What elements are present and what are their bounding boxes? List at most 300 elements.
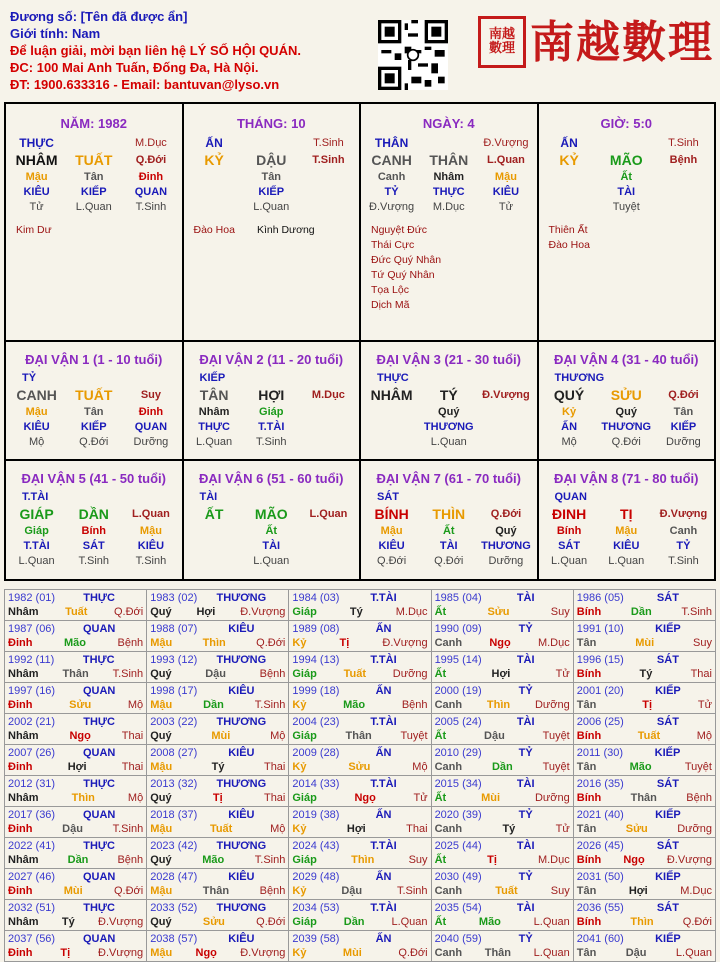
year-phase: Tử <box>413 792 428 804</box>
pillar-hidden-value <box>186 170 243 185</box>
dai-van-hidden-line <box>541 539 713 554</box>
year-cell <box>147 776 289 807</box>
pillar-hidden-value <box>541 185 598 200</box>
dai-van-hidden-value <box>300 435 357 450</box>
dai-van-hidden-line <box>186 405 358 420</box>
year-chi: Hợi <box>196 606 216 618</box>
year-star: QUAN <box>82 933 116 945</box>
pillar-hidden-value: KIẾP <box>258 186 285 198</box>
pillar-hidden-value: T.Sinh <box>135 201 167 213</box>
year-star: ẤN <box>375 871 392 883</box>
year-top <box>292 932 427 946</box>
pillar-hidden-value: Đinh <box>138 171 164 183</box>
year-cell <box>289 714 431 745</box>
dai-van-hidden-line <box>186 435 358 450</box>
dai-van-hidden-line <box>8 554 180 569</box>
year-chi: Dậu <box>484 730 505 742</box>
dai-van-canchi <box>363 386 535 405</box>
year-bottom <box>8 915 143 929</box>
year-top <box>8 684 143 698</box>
year-cell <box>289 838 431 869</box>
year-bottom <box>292 853 427 867</box>
year-cell <box>573 714 715 745</box>
year-bottom <box>8 822 143 836</box>
year-can: Canh <box>434 761 463 773</box>
year-label: 1994 (13) <box>292 654 340 666</box>
shensha-item: Đào Hoa <box>548 239 590 251</box>
year-phase: Tuyệt <box>684 761 712 773</box>
year-bottom <box>150 760 285 774</box>
year-can: Ất <box>434 730 447 742</box>
year-phase: Mộ <box>127 699 144 711</box>
pillar-chi: TUẤT <box>75 152 113 168</box>
year-phase: L.Quan <box>391 916 428 928</box>
year-chi: Sửu <box>348 761 371 773</box>
year-chi: Thìn <box>71 792 95 804</box>
dai-van-title: ĐẠI VẬN 8 (71 - 80 tuổi) <box>554 471 699 486</box>
dai-van-title: ĐẠI VẬN 1 (1 - 10 tuổi) <box>25 352 163 367</box>
year-bottom <box>577 946 712 960</box>
year-star: THỰC <box>83 716 115 728</box>
dai-van-cell <box>184 461 362 579</box>
year-bottom <box>292 915 427 929</box>
year-can: Đinh <box>8 885 33 897</box>
dai-van-hidden-value <box>186 539 243 554</box>
year-bottom <box>577 884 712 898</box>
year-cell <box>573 931 715 962</box>
pillar-shensha <box>186 223 358 238</box>
year-top <box>8 932 143 946</box>
pillar-hidden-value <box>300 170 357 185</box>
year-can: Bính <box>576 916 602 928</box>
year-chi: Thìn <box>202 637 226 649</box>
year-label: 2038 (57) <box>150 933 198 945</box>
year-label: 1982 (01) <box>8 592 56 604</box>
year-chi: Tý <box>61 916 75 928</box>
year-star: TÀI <box>516 778 535 790</box>
dai-van-hidden-value: Ất <box>265 525 278 537</box>
year-bottom <box>577 915 712 929</box>
year-bottom <box>8 853 143 867</box>
year-cell <box>147 745 289 776</box>
dai-van-can: NHÂM <box>370 387 413 403</box>
dai-van-hidden-value: SÁT <box>82 540 105 552</box>
year-chi: Dậu <box>205 668 227 680</box>
year-star: QUAN <box>82 685 116 697</box>
year-star: TÀI <box>516 902 535 914</box>
year-label: 1996 (15) <box>576 654 624 666</box>
year-chi: Tuất <box>637 730 661 742</box>
year-label: 2033 (52) <box>150 902 198 914</box>
year-star: KIẾP <box>655 871 681 883</box>
pillar-blank <box>243 136 300 151</box>
year-bottom <box>292 636 427 650</box>
year-phase: Mộ <box>412 761 428 773</box>
dai-van-chi: TUẤT <box>75 387 113 403</box>
year-cell <box>289 900 431 931</box>
dai-van-relation: Q.Đới <box>490 508 522 520</box>
pillar-phase: Đ.Vượng <box>483 137 529 149</box>
year-phase: Dưỡng <box>677 823 712 835</box>
pillar-cell <box>184 104 362 340</box>
dai-van-canchi <box>541 386 713 405</box>
year-label: 2030 (49) <box>434 871 482 883</box>
pillar-shensha-row <box>194 223 358 238</box>
year-chi: Mùi <box>635 637 655 649</box>
dai-van-hidden-line <box>541 524 713 539</box>
pillar-main-star: ẤN <box>205 136 223 150</box>
year-cell <box>431 869 573 900</box>
owner-label: Đương số: <box>10 9 81 24</box>
dai-van-hidden-value: Canh <box>669 525 698 537</box>
pillar-title: NGÀY: 4 <box>422 116 475 131</box>
year-can: Tân <box>576 885 597 897</box>
dai-van-relation: L.Quan <box>309 508 348 520</box>
dai-van-relation: Đ.Vượng <box>482 389 530 401</box>
year-label: 2023 (42) <box>150 840 198 852</box>
year-top <box>292 684 427 698</box>
year-star: THƯƠNG <box>216 716 267 728</box>
year-star: KIÊU <box>228 747 255 759</box>
year-top <box>577 684 712 698</box>
year-star: THỰC <box>83 778 115 790</box>
pillar-hidden-value: Mậu <box>494 171 517 183</box>
year-label: 2006 (25) <box>576 716 624 728</box>
logo-text: 南越數理 <box>530 17 714 68</box>
year-cell <box>5 683 147 714</box>
year-chi: Thân <box>630 792 657 804</box>
pillar-shensha <box>541 223 713 253</box>
year-label: 1989 (08) <box>292 623 340 635</box>
year-top <box>8 622 143 636</box>
year-top <box>435 870 570 884</box>
dai-van-hidden-line <box>8 420 180 435</box>
dai-van-star-line <box>363 490 535 505</box>
dai-van-star-line <box>541 490 713 505</box>
year-top <box>8 746 143 760</box>
pillar-blank <box>65 136 122 151</box>
pillar-hidden-value <box>186 200 243 215</box>
year-cell <box>147 652 289 683</box>
dai-van-hidden-value <box>300 524 357 539</box>
dai-van-hidden-value <box>363 405 420 420</box>
pillar-hidden-line <box>186 200 358 215</box>
year-chi: Tị <box>487 854 497 866</box>
dai-van-hidden-line <box>541 405 713 420</box>
year-can: Đinh <box>8 947 33 959</box>
year-top <box>150 715 285 729</box>
year-can: Đinh <box>8 761 33 773</box>
year-chi: Mùi <box>211 730 231 742</box>
dai-van-hidden-line <box>186 524 358 539</box>
year-phase: Bệnh <box>117 637 144 649</box>
dai-van-hidden-line <box>8 405 180 420</box>
year-phase: M.Dục <box>537 637 570 649</box>
year-phase: Tuyệt <box>542 730 570 742</box>
year-star: THỰC <box>83 902 115 914</box>
year-label: 2035 (54) <box>434 902 482 914</box>
year-top <box>577 777 712 791</box>
year-phase: Bệnh <box>686 792 712 804</box>
year-star: T.TÀI <box>370 902 397 914</box>
pillar-hidden-value <box>541 170 598 185</box>
year-chi: Dậu <box>625 947 647 959</box>
year-bottom <box>292 791 427 805</box>
year-can: Nhâm <box>8 730 39 742</box>
year-cell <box>289 776 431 807</box>
pillar-hidden-value: Canh <box>377 171 406 183</box>
year-can: Ất <box>434 792 447 804</box>
year-top <box>577 746 712 760</box>
dai-van-chi: TÝ <box>439 387 458 403</box>
year-star: T.TÀI <box>370 716 397 728</box>
year-top <box>292 808 427 822</box>
dai-van-star-line <box>186 490 358 505</box>
year-bottom <box>8 698 143 712</box>
year-cell <box>289 652 431 683</box>
year-chi: Thân <box>202 885 230 897</box>
dai-van-star: KIẾP <box>199 372 226 384</box>
pillar-phase: T.Sinh <box>313 137 344 149</box>
pillar-hidden-value: Tử <box>498 201 513 213</box>
brand-seal <box>478 16 526 68</box>
year-label: 1997 (16) <box>8 685 56 697</box>
year-can: Kỷ <box>292 947 307 959</box>
shensha-item: Dịch Mã <box>371 299 410 311</box>
year-top <box>150 839 285 853</box>
year-label: 1986 (05) <box>576 592 624 604</box>
dai-van-hidden-value: Tân <box>83 406 104 418</box>
year-top <box>435 777 570 791</box>
year-label: 2020 (39) <box>434 809 482 821</box>
year-can: Tân <box>576 637 597 649</box>
year-phase: Dưỡng <box>534 792 570 804</box>
year-phase: Đ.Vượng <box>240 947 286 959</box>
year-bottom <box>292 822 427 836</box>
year-phase: Đ.Vượng <box>382 637 428 649</box>
year-bottom <box>150 698 285 712</box>
dai-van-hidden-value: Mậu <box>615 525 638 537</box>
pillar-stars-line <box>541 136 713 151</box>
year-top <box>577 932 712 946</box>
year-label: 2004 (23) <box>292 716 340 728</box>
year-top <box>435 622 570 636</box>
year-can: Canh <box>434 637 463 649</box>
year-bottom <box>577 698 712 712</box>
year-top <box>435 839 570 853</box>
shensha-item: Đào Hoa <box>193 224 235 236</box>
year-star: KIẾP <box>655 685 681 697</box>
year-top <box>292 622 427 636</box>
year-phase: Mộ <box>127 792 144 804</box>
year-chi: Mùi <box>342 947 362 959</box>
year-can: Kỷ <box>292 885 307 897</box>
year-cell <box>289 931 431 962</box>
year-label: 2021 (40) <box>576 809 624 821</box>
year-star: ẤN <box>375 809 392 821</box>
year-bottom <box>150 791 285 805</box>
year-star: KIẾP <box>655 623 681 635</box>
year-star: SÁT <box>656 716 679 728</box>
year-top <box>150 653 285 667</box>
pillar-main-star: THỰC <box>19 136 54 150</box>
year-chi: Thìn <box>630 916 654 928</box>
year-bottom <box>292 729 427 743</box>
year-star: TÀI <box>516 716 535 728</box>
pillar-hidden-value <box>541 200 598 215</box>
year-cell <box>431 931 573 962</box>
year-phase: T.Sinh <box>254 854 286 866</box>
dai-van-cell <box>6 461 184 579</box>
shensha-item: Tọa Lộc <box>371 284 409 296</box>
year-chi: Tị <box>212 792 223 804</box>
year-label: 2003 (22) <box>150 716 198 728</box>
year-chi: Mão <box>63 637 86 649</box>
year-top <box>8 901 143 915</box>
year-bottom <box>292 946 427 960</box>
dai-van-canchi <box>8 505 180 524</box>
year-can: Đinh <box>8 637 33 649</box>
year-top <box>577 715 712 729</box>
dai-van-star: THỰC <box>377 372 409 384</box>
year-star: SÁT <box>656 778 679 790</box>
dai-van-hidden-value: Kỷ <box>562 406 577 418</box>
year-cell <box>431 900 573 931</box>
dai-van-hidden-line <box>186 539 358 554</box>
dai-van-hidden-value: Giáp <box>24 525 49 537</box>
year-phase: Q.Đới <box>398 947 428 959</box>
year-bottom <box>577 760 712 774</box>
year-star: THƯƠNG <box>216 778 267 790</box>
dai-van-hidden-value: KIÊU <box>378 540 405 552</box>
shensha-item: Thiên Ất <box>548 224 588 236</box>
year-bottom <box>435 729 570 743</box>
year-bottom <box>292 760 427 774</box>
year-star: T.TÀI <box>370 778 397 790</box>
dai-van-hidden-value: Quý <box>438 406 460 418</box>
year-cell <box>147 621 289 652</box>
year-can: Giáp <box>292 606 317 618</box>
year-bottom <box>435 791 570 805</box>
year-can: Canh <box>434 885 463 897</box>
dai-van-hidden-value: Dưỡng <box>488 555 524 567</box>
dai-van-hidden-line <box>363 405 535 420</box>
pillar-hidden-value: KIÊU <box>492 186 520 198</box>
year-star: TỶ <box>518 747 533 759</box>
dai-van-hidden-value: Quý <box>615 406 637 418</box>
year-cell <box>431 776 573 807</box>
brand-logo <box>530 6 714 70</box>
year-bottom <box>8 729 143 743</box>
pillar-chi: DẬU <box>256 152 287 168</box>
year-chi: Tị <box>339 637 350 649</box>
year-bottom <box>577 791 712 805</box>
year-star: ẤN <box>375 623 392 635</box>
dai-van-row-2 <box>6 461 714 579</box>
dai-van-hidden-value: KIÊU <box>23 421 50 433</box>
year-cell <box>5 652 147 683</box>
annual-table <box>4 589 716 962</box>
dai-van-hidden-value: T.Sinh <box>135 555 167 567</box>
year-cell <box>289 869 431 900</box>
year-chi: Thân <box>62 668 89 680</box>
dai-van-title: ĐẠI VẬN 4 (31 - 40 tuổi) <box>554 352 699 367</box>
pillar-hidden-line <box>541 170 713 185</box>
year-top <box>577 839 712 853</box>
year-can: Tân <box>576 947 597 959</box>
year-bottom <box>8 884 143 898</box>
year-star: THƯƠNG <box>216 592 267 604</box>
year-can: Quý <box>150 854 172 866</box>
year-label: 2024 (43) <box>292 840 340 852</box>
year-label: 1984 (03) <box>292 592 340 604</box>
dai-van-hidden-value: Dưỡng <box>133 436 169 448</box>
owner-value: [Tên đã được ẩn] <box>80 9 188 24</box>
dai-van-hidden-line <box>8 524 180 539</box>
year-star: SÁT <box>656 654 679 666</box>
year-star: TỶ <box>518 809 533 821</box>
pillar-hidden-value: Tân <box>261 171 282 183</box>
year-label: 2026 (45) <box>576 840 624 852</box>
year-chi: Mùi <box>481 792 501 804</box>
table-row <box>5 683 716 714</box>
year-chi: Mão <box>478 916 501 928</box>
year-chi: Ngọ <box>69 730 91 742</box>
pillar-cell <box>6 104 184 340</box>
year-top <box>150 870 285 884</box>
pillar-hidden-line <box>8 185 180 200</box>
year-phase: Thai <box>121 730 144 742</box>
pillar-blank <box>420 136 477 151</box>
year-chi: Mùi <box>63 885 83 897</box>
year-chi: Mão <box>343 699 366 711</box>
year-star: KIÊU <box>228 933 255 945</box>
year-cell <box>431 621 573 652</box>
year-phase: T.Sinh <box>112 823 144 835</box>
dai-van-canchi <box>186 386 358 405</box>
dai-van-cell <box>361 342 539 459</box>
dai-van-can: CANH <box>16 387 57 403</box>
year-chi: Hợi <box>346 823 366 835</box>
year-phase: M.Dục <box>680 885 712 897</box>
pillar-hidden-value: THỰC <box>432 186 465 198</box>
pillar-cell <box>539 104 715 340</box>
year-cell <box>5 590 147 621</box>
dai-van-cell <box>361 461 539 579</box>
year-can: Kỷ <box>292 637 307 649</box>
year-bottom <box>435 605 570 619</box>
year-can: Nhâm <box>8 606 39 618</box>
dai-van-hidden-line <box>541 420 713 435</box>
dai-van-hidden-value: THỰC <box>198 421 230 433</box>
pillar-hidden-line <box>8 170 180 185</box>
year-can: Bính <box>576 668 602 680</box>
dai-van-hidden-value: Tân <box>673 406 694 418</box>
dai-van-star: QUAN <box>554 491 587 503</box>
table-row <box>5 714 716 745</box>
year-cell <box>573 838 715 869</box>
year-label: 2022 (41) <box>8 840 56 852</box>
year-bottom <box>577 667 712 681</box>
pillar-hidden-line <box>186 170 358 185</box>
year-bottom <box>435 760 570 774</box>
pillar-main-star: ẤN <box>560 136 578 150</box>
year-can: Giáp <box>292 792 317 804</box>
year-phase: Dưỡng <box>534 699 570 711</box>
shensha-item: Thái Cực <box>371 239 415 251</box>
table-row <box>5 776 716 807</box>
year-can: Quý <box>150 730 172 742</box>
